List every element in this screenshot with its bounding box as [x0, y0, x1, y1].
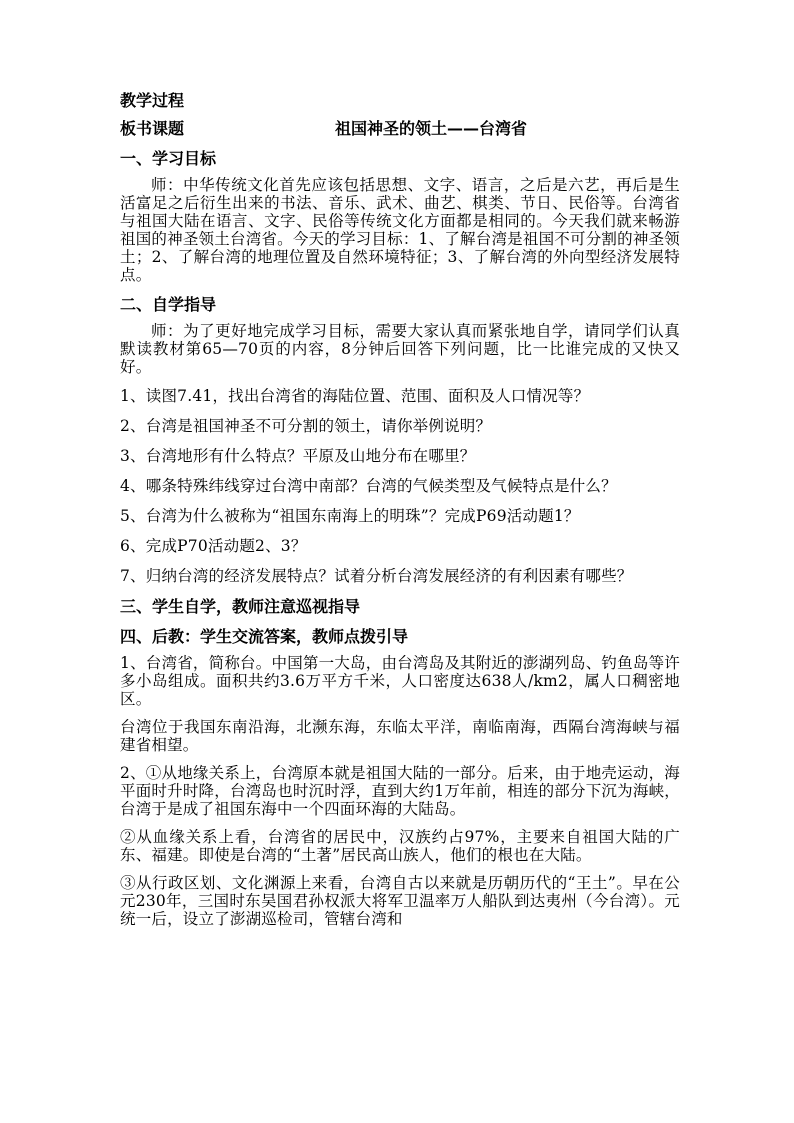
question-item: 5、台湾为什么被称为“祖国东南海上的明珠”？完成P69活动题1？	[120, 507, 580, 525]
question-item: 4、哪条特殊纬线穿过台湾中南部？台湾的气候类型及气候特点是什么？	[120, 477, 617, 495]
question-item: 1、读图7.41，找出台湾省的海陆位置、范围、面积及人口情况等？	[120, 387, 590, 405]
document-page	[120, 90, 680, 938]
question-item: 3、台湾地形有什么特点？平原及山地分布在哪里？	[120, 447, 476, 465]
question-item: 7、归纳台湾的经济发展特点？试着分析台湾发展经济的有利因素有哪些？	[120, 567, 633, 585]
board-title: 祖国神圣的领土——台湾省	[335, 119, 528, 138]
question-item: 2、台湾是祖国神圣不可分割的领土，请你举例说明？	[120, 417, 492, 435]
answer-paragraph: ②从血缘关系上看，台湾省的居民中，汉族约占97%，主要来自祖国大陆的广东、福建。即使是台湾的“土著”居民高山族人，他们的根也在大陆。	[120, 828, 680, 864]
intro-paragraph: 师：中华传统文化首先应该包括思想、文字、语言，之后是六艺，再后是生活富足之后衍生出来的书法、音乐、武术、曲艺、棋类、节日、民俗等。台湾省与祖国大陆在语言、文字、民俗等传统文化方面都是相同的。今天我们就来畅游祖国的神圣领土台湾省。今天的学习目标：1、了解台湾是祖国不可分割的神圣领土；2、了解台湾的地理位置及自然环境特征；3、了解台湾的外向型经济发展特点。	[120, 176, 680, 284]
board-title-row	[120, 118, 680, 140]
section-heading-self-study-guide: 二、自学指导	[120, 295, 217, 314]
answer-paragraph: ③从行政区划、文化渊源上来看，台湾自古以来就是历朝历代的“王土”。早在公元230年，三国时东吴国君孙权派大将军卫温率万人船队到达夷州（今台湾）。元统一后，设立了澎湖巡检司，管辖台湾和	[120, 874, 680, 928]
answer-paragraph: 2、①从地缘关系上，台湾原本就是祖国大陆的一部分。后来，由于地壳运动，海平面时升时降，台湾岛也时沉时浮，直到大约1万年前，相连的部分下沉为海峡，台湾于是成了祖国东海中一个四面环海的大陆岛。	[120, 764, 680, 818]
answer-paragraph: 1、台湾省，简称台。中国第一大岛，由台湾岛及其附近的澎湖列岛、钓鱼岛等许多小岛组成。面积共约3.6万平方千米，人口密度达638人/km2，属人口稠密地区。	[120, 654, 680, 708]
guide-paragraph: 师：为了更好地完成学习目标，需要大家认真而紧张地自学，请同学们认真默读教材第65—70页的内容，8分钟后回答下列问题，比一比谁完成的又快又好。	[120, 322, 680, 376]
doc-heading: 教学过程	[120, 91, 185, 110]
section-heading-student-self-study: 三、学生自学，教师注意巡视指导	[120, 597, 361, 616]
board-label: 板书课题	[120, 119, 185, 138]
section-heading-objectives: 一、学习目标	[120, 149, 217, 168]
section-heading-post-teaching: 四、后教：学生交流答案，教师点拨引导	[120, 627, 409, 646]
question-item: 6、完成P70活动题2、3？	[120, 537, 307, 555]
answer-paragraph: 台湾位于我国东南沿海，北濒东海，东临太平洋，南临南海，西隔台湾海峡与福建省相望。	[120, 718, 680, 754]
